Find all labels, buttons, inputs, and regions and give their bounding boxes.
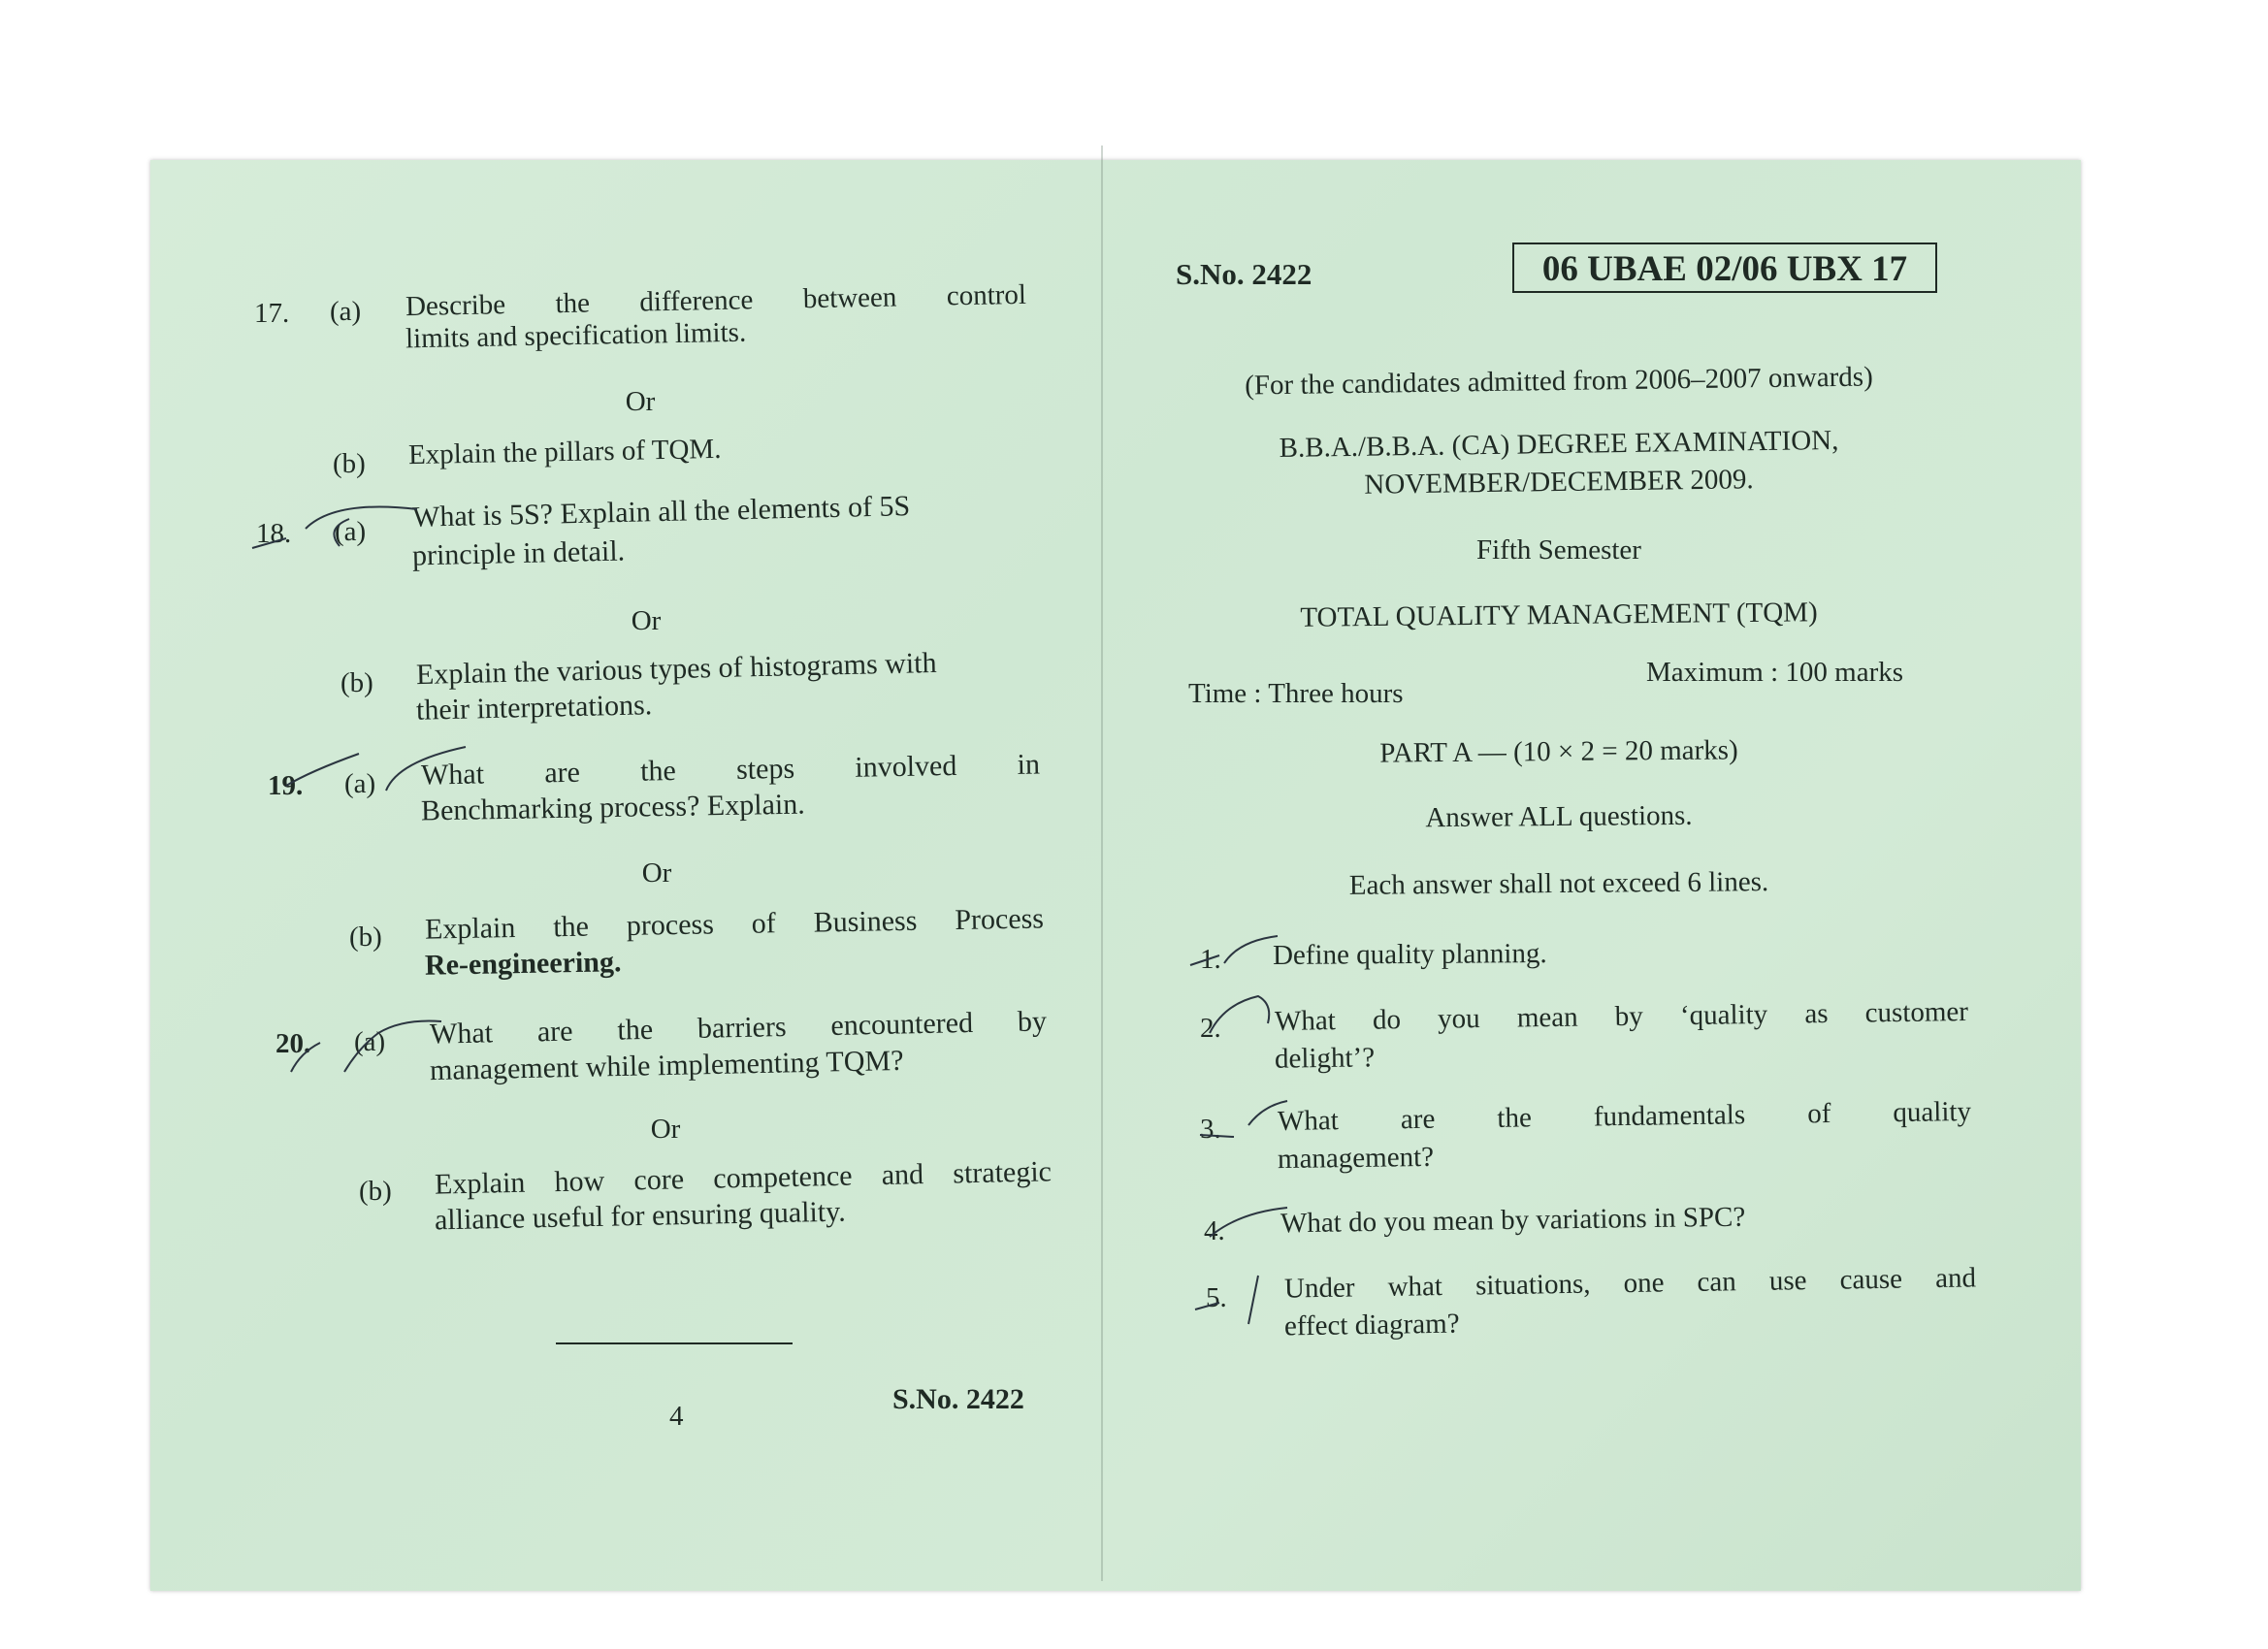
question-part-label: (b) xyxy=(359,1176,392,1207)
question-text: their interpretations. xyxy=(415,689,653,727)
question-text: What are the barriers encountered by xyxy=(429,1005,1048,1051)
question-text: Explain how core competence and strategic xyxy=(434,1155,1053,1201)
question-text: What is 5S? Explain all the elements of 5S xyxy=(411,490,911,534)
pencil-tick-icon xyxy=(247,490,422,558)
question-number: 5. xyxy=(1206,1282,1227,1313)
question-text: Explain the process of Business Process xyxy=(424,902,1045,946)
exam-session: NOVEMBER/DECEMBER 2009. xyxy=(1364,464,1754,501)
question-text: principle in detail. xyxy=(411,534,626,572)
instruction: Answer ALL questions. xyxy=(1425,799,1693,834)
pencil-tick-icon xyxy=(281,742,456,810)
left-page xyxy=(0,0,1101,1649)
question-text: Describe the difference between control xyxy=(405,278,1027,323)
pencil-tick-icon xyxy=(286,1004,461,1082)
or-separator: Or xyxy=(641,857,672,889)
question-text: What do you mean by ‘quality as customer xyxy=(1274,996,1969,1037)
question-part-label: (a) xyxy=(330,296,362,327)
or-separator: Or xyxy=(625,386,656,417)
question-number: 1. xyxy=(1200,944,1221,975)
question-text: management? xyxy=(1277,1141,1435,1176)
pencil-tick-icon xyxy=(1185,926,1282,975)
or-separator: Or xyxy=(650,1114,681,1145)
maximum-marks: Maximum : 100 marks xyxy=(1646,657,1904,688)
exam-duration: Time : Three hours xyxy=(1188,678,1404,709)
instruction: Each answer shall not exceed 6 lines. xyxy=(1348,866,1769,901)
question-number: 17. xyxy=(254,298,290,329)
exam-title: B.B.A./B.B.A. (CA) DEGREE EXAMINATION, xyxy=(1279,424,1839,465)
pencil-tick-icon xyxy=(1190,1266,1287,1334)
question-number: 4. xyxy=(1204,1215,1225,1246)
question-text: alliance useful for ensuring quality. xyxy=(434,1195,847,1237)
pencil-tick-icon xyxy=(1200,985,1297,1043)
pencil-tick-icon xyxy=(1195,1096,1292,1154)
part-heading: PART A — (10 × 2 = 20 marks) xyxy=(1379,734,1738,769)
paper-code-box: 06 UBAE 02/06 UBX 17 xyxy=(1512,242,1937,293)
question-text: Explain the various types of histograms with xyxy=(415,646,937,692)
or-separator: Or xyxy=(631,605,662,636)
question-text: delight’? xyxy=(1274,1042,1376,1075)
page-number: 4 xyxy=(669,1401,684,1432)
question-text: management while implementing TQM? xyxy=(429,1044,904,1087)
question-text: Explain the pillars of TQM. xyxy=(407,433,722,471)
question-text: Benchmarking process? Explain. xyxy=(420,788,805,827)
question-part-label: (b) xyxy=(333,448,366,479)
question-part-label: (b) xyxy=(349,922,382,953)
question-text: What do you mean by variations in SPC? xyxy=(1280,1201,1746,1240)
question-number: 19. xyxy=(268,770,304,801)
question-part-label: (a) xyxy=(335,516,367,547)
question-part-label: (b) xyxy=(340,667,373,698)
right-page xyxy=(1103,0,2268,1649)
end-rule xyxy=(556,1342,793,1344)
subject-title: TOTAL QUALITY MANAGEMENT (TQM) xyxy=(1300,597,1818,633)
question-number: 18. xyxy=(256,518,292,549)
question-text: Re-engineering. xyxy=(424,946,622,982)
question-text: limits and specification limits. xyxy=(405,316,747,355)
semester: Fifth Semester xyxy=(1476,534,1641,566)
question-part-label: (a) xyxy=(354,1026,386,1057)
serial-number: S.No. 2422 xyxy=(1176,257,1312,291)
footer-serial-number: S.No. 2422 xyxy=(892,1383,1024,1415)
question-text: Under what situations, one can use cause and xyxy=(1283,1262,1977,1305)
question-number: 20. xyxy=(275,1028,311,1059)
question-part-label: (a) xyxy=(344,768,376,799)
candidates-note: (For the candidates admitted from 2006–2007 onwards) xyxy=(1245,361,1873,402)
question-text: Define quality planning. xyxy=(1272,938,1547,971)
question-text: What are the steps involved in xyxy=(420,748,1041,792)
question-text: What are the fundamentals of quality xyxy=(1277,1096,1972,1137)
pencil-tick-icon xyxy=(1200,1203,1297,1251)
question-text: effect diagram? xyxy=(1283,1308,1460,1342)
question-number: 2. xyxy=(1200,1013,1221,1044)
question-number: 3. xyxy=(1200,1114,1221,1145)
